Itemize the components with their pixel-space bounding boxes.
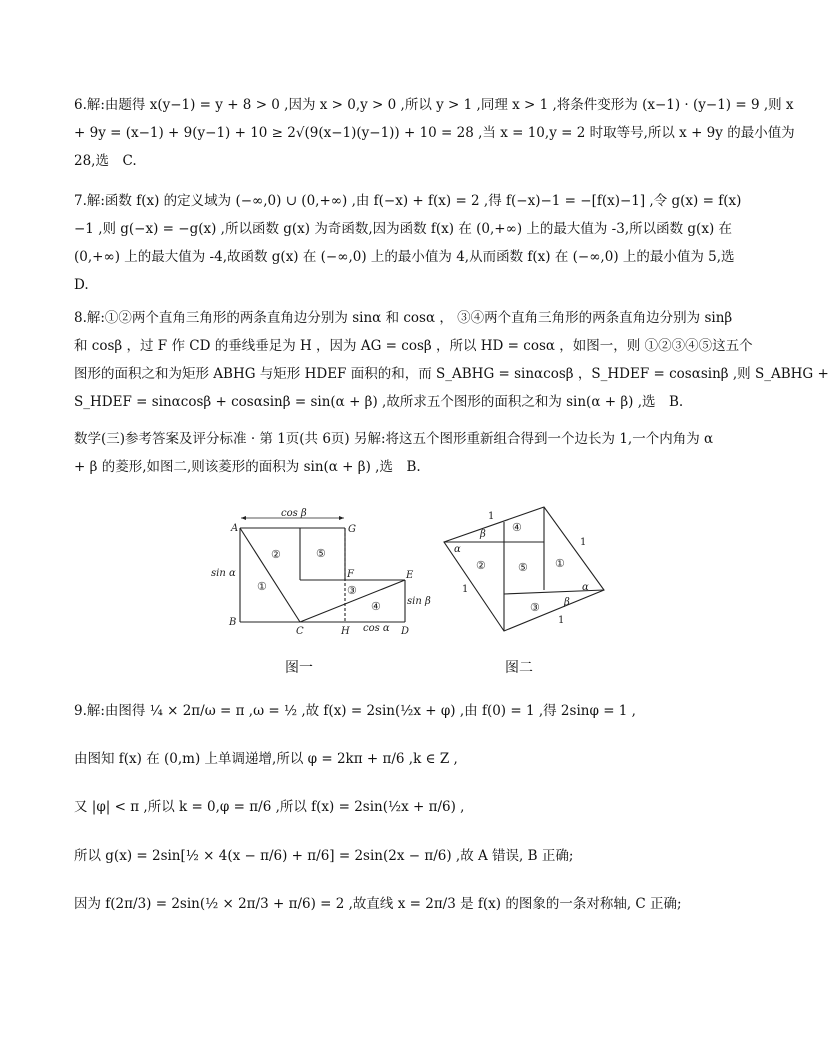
fig1-label-top: cos β: [281, 508, 307, 519]
q7-line-2: −1 ,则 g(−x) = −g(x) ,所以函数 g(x) 为奇函数,因为函数 f(x) 在 (0,+∞) 上的最大值为 -3,所以函数 g(x) 在: [74, 221, 732, 237]
q9-line-5: 因为 f(2π/3) = 2sin(½ × 2π/3 + π/6) = 2 ,故直线 x = 2π/3 是 f(x) 的图象的一条对称轴, C 正确;: [74, 896, 682, 912]
q8-line-4: S_HDEF = sinαcosβ + cosαsinβ = sin(α + β) ,故所求五个图形的面积之和为 sin(α + β) ,选 B.: [74, 394, 684, 410]
q7-line-3: (0,+∞) 上的最大值为 -4,故函数 g(x) 在 (−∞,0) 上的最小值为 4,从而函数 f(x) 在 (−∞,0) 上的最小值为 5,选: [74, 249, 735, 265]
fig2-alpha-right: α: [582, 582, 589, 593]
fig2-beta-top: β: [480, 529, 486, 540]
fig2-region-3: ③: [530, 601, 540, 614]
fig2-one-bottom: 1: [558, 615, 565, 626]
q9-line-1: 9.解:由图得 ¼ × 2π/ω = π ,ω = ½ ,故 f(x) = 2sin(½x + φ) ,由 f(0) = 1 ,得 2sinφ = 1 ,: [74, 703, 636, 719]
q7-line-4: D.: [74, 277, 89, 293]
q9-line-3: 又 |φ| < π ,所以 k = 0,φ = π/6 ,所以 f(x) = 2sin(½x + π/6) ,: [74, 799, 465, 815]
fig1-label-h: H: [341, 626, 350, 637]
q8b-line-1: 数学(三)参考答案及评分标准 · 第 1页(共 6页) 另解:将这五个图形重新组合得到一个边长为 1,一个内角为 α: [74, 431, 714, 447]
figure-1-caption: 图一: [285, 660, 313, 676]
fig2-one-left: 1: [462, 584, 469, 595]
fig1-label-a: A: [231, 523, 239, 534]
question-6-solution: [74, 91, 795, 175]
question-8-alt-solution: [74, 425, 744, 481]
fig1-label-b: B: [229, 617, 237, 628]
q8-line-2: 和 cosβ ，过 F 作 CD 的垂线垂足为 H ，因为 AG = cosβ ，所以 HD = cosα ，如图一，则 ①②③④⑤这五个: [74, 338, 753, 354]
q6-line-1: 6.解:由题得 x(y−1) = y + 8 > 0 ,因为 x > 0,y > 0 ,所以 y > 1 ,同理 x > 1 ,将条件变形为 (x−1) · (y−1) = 9 ,则 x: [74, 97, 794, 113]
figure-1-diagram: [205, 508, 431, 640]
fig1-region-3: ③: [347, 584, 357, 597]
fig1-region-2: ②: [271, 548, 281, 561]
fig1-label-g: G: [348, 524, 356, 535]
q8-line-3: 图形的面积之和为矩形 ABHG 与矩形 HDEF 面积的和，而 S_ABHG = sinαcosβ ，S_HDEF = cosαsinβ ,则 S_ABHG +: [74, 366, 829, 382]
q8b-line-2: + β 的菱形,如图二,则该菱形的面积为 sin(α + β) ,选 B.: [74, 459, 421, 475]
figure-2-diagram: [440, 497, 620, 637]
fig1-region-5: ⑤: [316, 547, 326, 560]
fig1-label-bottom: cos α: [363, 623, 390, 634]
fig1-region-1: ①: [257, 580, 267, 593]
q8-line-1: 8.解:①②两个直角三角形的两条直角边分别为 sinα 和 cosα ， ③④两个直角三角形的两条直角边分别为 sinβ: [74, 310, 733, 326]
fig1-label-e: E: [406, 570, 414, 581]
q6-line-3: 28,选 C.: [74, 153, 137, 169]
fig2-beta-bottom: β: [564, 597, 570, 608]
q9-line-4: 所以 g(x) = 2sin[½ × 4(x − π/6) + π/6] = 2sin(2x − π/6) ,故 A 错误, B 正确;: [74, 848, 574, 864]
fig2-region-2: ②: [476, 559, 486, 572]
fig1-label-d: D: [401, 626, 410, 637]
q7-line-1: 7.解:函数 f(x) 的定义域为 (−∞,0) ∪ (0,+∞) ,由 f(−x) + f(x) = 2 ,得 f(−x)−1 = −[f(x)−1] ,令 g(x) = f(x): [74, 193, 742, 209]
question-7-solution: [74, 187, 744, 299]
fig2-region-4: ④: [512, 521, 522, 534]
question-8-solution: [74, 304, 829, 416]
figure-2-caption: 图二: [505, 660, 533, 676]
fig1-label-f: F: [347, 569, 354, 580]
q6-line-2: + 9y = (x−1) + 9(y−1) + 10 ≥ 2√(9(x−1)(y−1)) + 10 = 28 ,当 x = 10,y = 2 时取等号,所以 x + 9y 的最小值为: [74, 125, 795, 141]
fig2-one-top: 1: [488, 511, 495, 522]
fig2-one-right: 1: [580, 537, 587, 548]
fig2-region-1: ①: [555, 557, 565, 570]
fig1-label-left: sin α: [211, 568, 236, 579]
fig1-region-4: ④: [371, 600, 381, 613]
fig2-alpha-left: α: [454, 544, 461, 555]
q9-line-2: 由图知 f(x) 在 (0,m) 上单调递增,所以 φ = 2kπ + π/6 ,k ∈ Z ,: [74, 751, 458, 767]
fig2-region-5: ⑤: [518, 561, 528, 574]
fig1-label-c: C: [296, 626, 304, 637]
fig1-label-right: sin β: [407, 596, 431, 607]
